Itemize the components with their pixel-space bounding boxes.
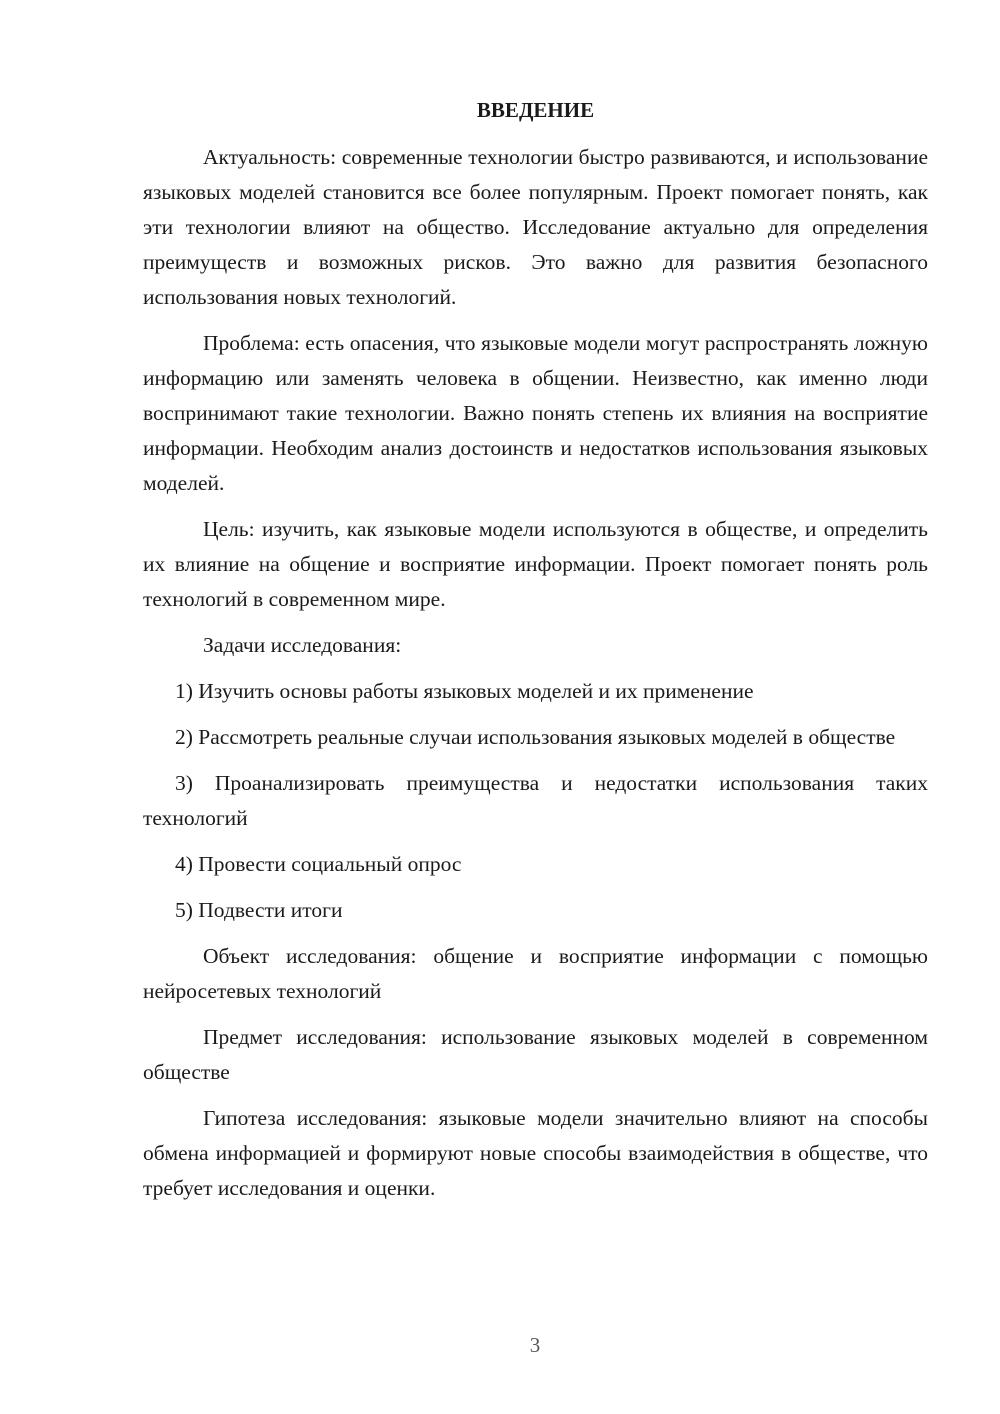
task-item-1: 1) Изучить основы работы языковых моделей и их применение — [175, 679, 754, 703]
task-item-2: 2) Рассмотреть реальные случаи использования языковых моделей в обществе — [175, 725, 896, 749]
task-item-3: 3) Проанализировать преимущества и недостатки использования таких технологий — [143, 771, 928, 830]
task-item-4: 4) Провести социальный опрос — [175, 852, 462, 876]
relevance-paragraph: Актуальность: современные технологии быстро развиваются, и использование языковых моделей становится все более популярным. Проект помогает понять, как эти технологии влияют на общество. Исследование актуально для определения преимуществ и возможных рисков. Это важно для развития безопасного использования новых технологий. — [143, 145, 928, 309]
section-title: ВВЕДЕНИЕ — [476, 98, 595, 122]
goal-paragraph: Цель: изучить, как языковые модели используются в обществе, и определить их влияние на общение и восприятие информации. Проект помогает понять роль технологий в современном мире. — [143, 517, 928, 611]
subject-paragraph: Предмет исследования: использование языковых моделей в современном обществе — [143, 1025, 928, 1084]
hypothesis-paragraph: Гипотеза исследования: языковые модели значительно влияют на способы обмена информацией и формируют новые способы взаимодействия в обществе, что требует исследования и оценки. — [143, 1106, 928, 1200]
tasks-label: Задачи исследования: — [203, 633, 402, 657]
task-item-5: 5) Подвести итоги — [175, 898, 343, 922]
problem-paragraph: Проблема: есть опасения, что языковые модели могут распространять ложную информацию или заменять человека в общении. Неизвестно, как именно люди воспринимают такие технологии. Важно понять степень их влияния на восприятие информации. Необходим анализ достоинств и недостатков использования языковых моделей. — [143, 331, 928, 495]
page-number: 3 — [529, 1333, 541, 1357]
document-page — [143, 95, 928, 1217]
object-paragraph: Объект исследования: общение и восприятие информации с помощью нейросетевых технологий — [143, 944, 928, 1003]
